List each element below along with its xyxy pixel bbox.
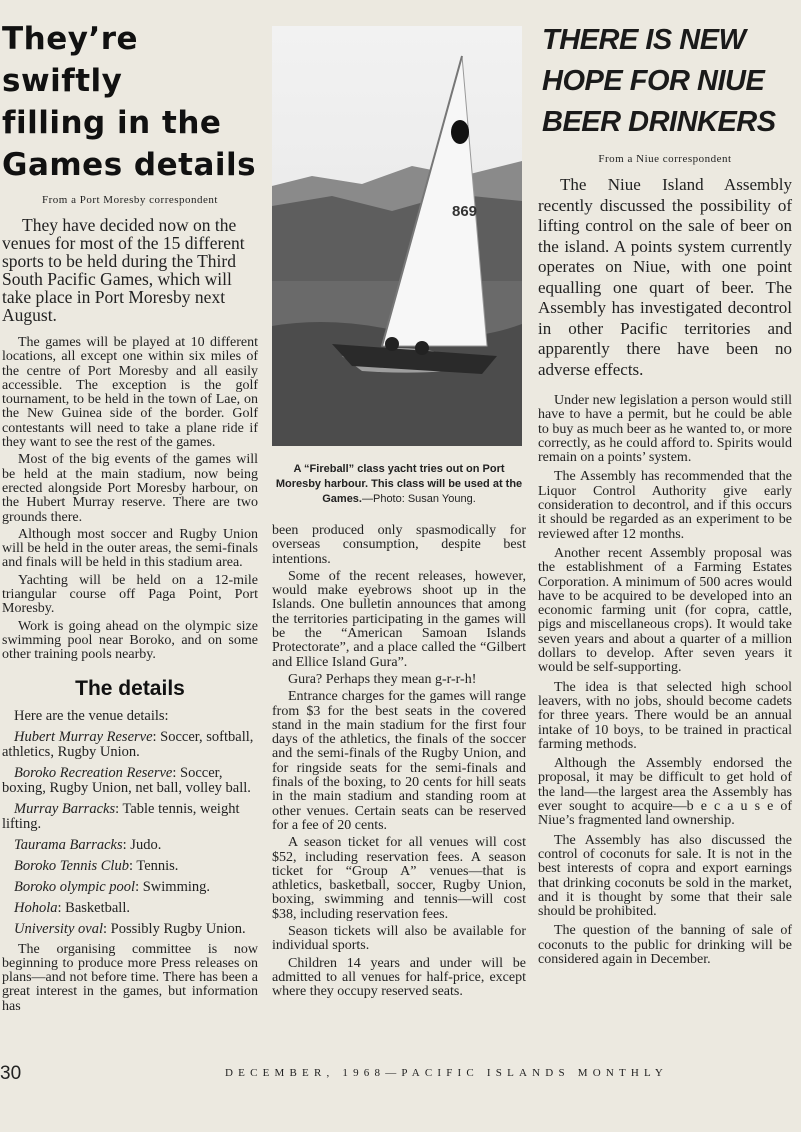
paragraph: Another recent Assembly proposal was the establishment of a Farming Estates Corporation. A minimum of 500 acres would have to be acquired to be developed into an economic farming unit (for copra, cattle, pigs and miscellaneous crops). It would take seven years and about a quarter of a million dollars to develop. After seven years it would be self-supporting. (538, 545, 792, 676)
article-niue-byline: From a Niue correspondent (598, 153, 732, 165)
article-games-column (2, 18, 258, 1017)
yacht-photo-illustration (272, 26, 522, 446)
venue-sports: Possibly Rugby Union. (110, 920, 246, 937)
paragraph: Gura? Perhaps they mean g-r-r-h! (288, 671, 477, 687)
venue-place: Boroko Tennis Club (14, 857, 129, 874)
paragraph: Under new legislation a person would still have to have a permit, but he could be able to buy as much beer as he wanted to, or more correctly, as he could afford to. Spirits would remain on a points’ system. (538, 393, 792, 466)
paragraph: Children 14 years and under will be admitted to all venues for half-price, except where they occupy reserved seats. (272, 955, 526, 1000)
venue-item: Hohola: Basketball. (14, 899, 130, 916)
venue-place: Murray Barracks (14, 800, 116, 817)
article-games-headline (2, 18, 258, 186)
sail-number: 869 (452, 203, 478, 220)
venue-place: Hubert Murray Reserve (14, 728, 153, 745)
paragraph: Most of the big events of the games will be held at the main stadium, now being erected alongside Port Moresby harbour, on the Hubert Murray reserve. There are two grounds there. (2, 452, 258, 525)
venue-item: Boroko Recreation Reserve: Soccer, boxing, Rugby Union, net ball, volley ball. (2, 764, 251, 796)
sailor-1 (385, 337, 399, 351)
paragraph: A season ticket for all venues will cost $52, including reservation fees. A season ticket for “Group A” venues—that is athletics, basketball, soccer, Rugby Union, boxing, swimming and tennis—will cost $38, including reservation fees. (272, 835, 526, 922)
paragraph: The Assembly has recommended that the Liquor Control Authority give early consideration to decontrol, and if this occurs it should be regarded as an experiment to be reviewed after 12 months. (538, 469, 792, 542)
headline-line-1: THERE IS NEW (542, 24, 746, 56)
sail-emblem (451, 120, 469, 144)
venue-intro: Here are the venue details: (14, 707, 169, 724)
venue-place: University oval (14, 920, 103, 937)
venue-place: Boroko olympic pool (14, 878, 136, 895)
paragraph: The Assembly has also discussed the control of coconuts for sale. It is not in the best interests of copra and export earnings that drinking coconuts be sold in the market, and it is thought by some that their sale should be prohibited. (538, 832, 792, 920)
venue-item: Boroko Tennis Club: Tennis. (14, 857, 179, 874)
paragraph: Season tickets will also be available for individual sports. (272, 924, 526, 954)
paragraph: The games will be played at 10 different locations, all except one within six miles of the centre of Port Moresby and all easily accessible. The exception is the golf tournament, to be held in the town of Lae, on the New Guinea side of the border. Golf contestants will need to take a plane ride if they want to see the rest of the games. (2, 335, 258, 451)
paragraph: The idea is that selected high school leavers, with no jobs, should become cadets for three years. There would be an annual intake of 10 boys, to be trained in practical farming methods. (538, 679, 792, 752)
headline-line-2: HOPE FOR NIUE (542, 65, 765, 97)
article-games-continued (272, 524, 526, 1003)
paragraph: Work is going ahead on the olympic size swimming pool near Boroko, and on some other training pools nearby. (2, 618, 258, 663)
venue-sports: Tennis. (136, 857, 179, 874)
venue-place: Boroko Recreation Reserve (14, 764, 173, 781)
paragraph: The organising committee is now beginning to produce more Press releases on plans—and not before time. There has been a great interest in the games, but information has (2, 941, 258, 1014)
headline-line-3: BEER DRINKERS (542, 106, 776, 138)
caption-text: A “Fireball” class yacht tries out on Port Moresby harbour. This class will be used at the Games. (275, 463, 523, 505)
paragraph: Some of the recent releases, however, would make eyebrows shoot up in the Islands. One bulletin announces that among the territories participating in the games will be the “American Samoan Islands Protectorate”, and a place called the “Gilbert and Ellice Island Gura”. (272, 568, 526, 670)
yacht-photo (272, 26, 522, 446)
details-subhead: The details (75, 676, 185, 700)
venue-sports: Basketball. (65, 899, 130, 916)
paragraph: been produced only spasmodically for overseas consumption, despite best intentions. (272, 523, 526, 567)
photo-caption (272, 462, 526, 507)
venue-sports: Table tennis, weight lifting. (2, 800, 240, 832)
paragraph: The question of the banning of sale of coconuts to the public for drinking will be considered again in December. (538, 923, 792, 967)
venue-item: Taurama Barracks: Judo. (14, 836, 162, 853)
sailor-2 (415, 341, 429, 355)
article-games-byline: From a Port Moresby correspondent (42, 194, 218, 206)
paragraph: Yachting will be held on a 12-mile triangular course off Paga Point, Port Moresby. (2, 572, 258, 617)
venue-item: University oval: Possibly Rugby Union. (14, 920, 246, 937)
article-niue-headline (542, 20, 792, 143)
photo-credit: —Photo: Susan Young. (361, 493, 476, 505)
venue-item: Hubert Murray Reserve: Soccer, softball, athletics, Rugby Union. (2, 728, 254, 760)
venue-sports: Soccer, softball, athletics, Rugby Union. (2, 728, 254, 760)
page-footer (0, 1063, 801, 1083)
paragraph: Although the Assembly endorsed the proposal, it may be difficult to get hold of the land—the largest area the Assembly has ever sought to acquire—b e c a u s e of Niue’s fragmented land ownership. (538, 756, 792, 829)
page-number: 30 (0, 1063, 22, 1084)
headline-line-2: filling in the (2, 105, 222, 141)
venue-place: Taurama Barracks (14, 836, 123, 853)
article-games-lead: They have decided now on the venues for most of the 15 different sports to be held during the Third South Pacific Games, which will take place in Port Moresby next August. (2, 215, 245, 325)
publication-line: DECEMBER, 1968—PACIFIC ISLANDS MONTHLY (225, 1067, 669, 1079)
headline-line-1: They’re swiftly (2, 21, 139, 99)
venue-item: Boroko olympic pool: Swimming. (14, 878, 211, 895)
venue-sports: Soccer, boxing, Rugby Union, net ball, volley ball. (2, 764, 251, 796)
venue-sports: Swimming. (142, 878, 211, 895)
venue-item: Murray Barracks: Table tennis, weight lifting. (2, 800, 240, 832)
paragraph: Entrance charges for the games will range from $3 for the best seats in the covered stand in the main stadium for the first four days of the athletics, the finals of the soccer and the semi-finals of the Rugby Union, and for ringside seats for the semi-finals and finals of the boxing, to 20 cents for hill seats in the main stadium and standing room at other venues. Certain seats can be reserved for a fee of 20 cents. (272, 689, 526, 833)
article-niue-column (538, 18, 792, 972)
venue-place: Hohola (14, 899, 58, 916)
article-niue-lead: The Niue Island Assembly recently discussed the possibility of lifting control on the sale of beer on the island. A points system currently operates on Niue, with one point equalling one quart of beer. The Assembly has investigated decontrol in other Pacific territories and apparently there have been no adverse effects. (538, 175, 792, 379)
venue-sports: Judo. (130, 836, 162, 853)
paragraph: Although most soccer and Rugby Union will be held in the outer areas, the semi-finals and finals will be held in this stadium area. (2, 526, 258, 571)
headline-line-3: Games details (2, 147, 257, 183)
